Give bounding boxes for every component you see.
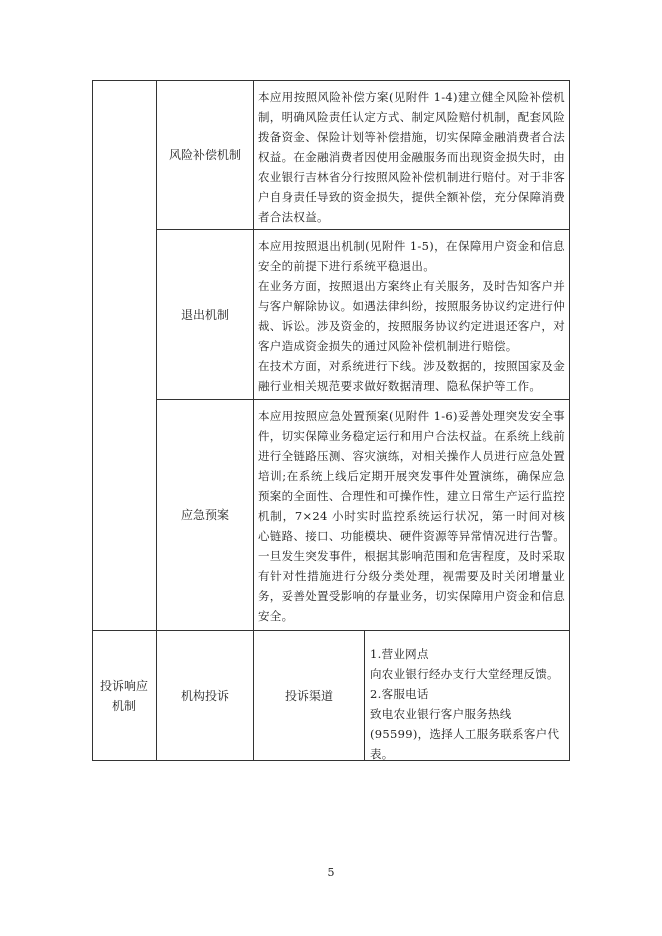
category-label-complaint-response: 投诉响应机制	[100, 678, 149, 713]
channel-line-3: 2.客服电话	[370, 687, 429, 701]
table-border-left	[92, 80, 93, 761]
table-border-right	[569, 80, 570, 761]
page-number: 5	[327, 866, 335, 879]
channel-line-4: 致电农业银行客户服务热线(95599)，选择人工服务联系客户代表。	[370, 707, 560, 761]
row-label-risk-compensation: 风险补偿机制	[168, 148, 241, 162]
channel-line-2: 向农业银行经办支行大堂经理反馈。	[370, 667, 559, 681]
row-label-emergency-plan: 应急预案	[180, 508, 229, 522]
exit-paragraph-1: 本应用按照退出机制(见附件 1-5)，在保障用户资金和信息安全的前提下进行系统平稳退出。	[258, 239, 565, 273]
row-label-exit-mechanism: 退出机制	[180, 307, 229, 322]
risk-compensation-paragraph: 本应用按照风险补偿方案(见附件 1-4)建立健全风险补偿机制，明确风险责任认定方式、制定风险赔付机制，配套风险拨备资金、保险计划等补偿措施，切实保障金融消费者合法权益。在金融消费者因使用金融服务而出现资金损失时，由农业银行吉林省分行按照风险补偿机制进行赔付。对于非客户自身责任导致的资金损失，提供全额补偿，充分保障消费者合法权益。	[258, 90, 565, 224]
emergency-paragraph: 本应用按照应急处置预案(见附件 1-6)妥善处理突发安全事件，切实保障业务稳定运行和用户合法权益。在系统上线前进行全链路压测、容灾演练，对相关操作人员进行应急处置培训;在系统上线后定期开展突发事件处置演练，确保应急预案的全面性、合理性和可操作性，建立日常生产运行监控机制，7×24 小时实时监控系统运行状况，第一时间对核心链路、接口、功能模块、硬件资源等异常情况进行告警。一旦发生突发事件，根据其影响范围和危害程度，及时采取有针对性措施进行分级分类处理，视需要及时关闭增量业务，妥善处置受影响的存量业务，切实保障用户资金和信息安全。	[258, 409, 565, 623]
column-divider-3	[364, 630, 365, 761]
channel-label: 投诉渠道	[284, 688, 333, 703]
sub-label-institution-complaint: 机构投诉	[180, 688, 229, 703]
row-body-emergency-plan	[258, 406, 565, 626]
row-body-exit-mechanism	[258, 236, 565, 396]
exit-paragraph-3: 在技术方面，对系统进行下线。涉及数据的，按照国家及金融行业相关规范要求做好数据清理、隐私保护等工作。	[258, 359, 565, 393]
complaint-channel-details	[370, 644, 565, 764]
exit-paragraph-2: 在业务方面，按照退出方案终止有关服务，及时告知客户并与客户解除协议。如遇法律纠纷，按照服务协议约定进行仲裁、诉讼。涉及资金的，按照服务协议约定进退还客户，对客户造成资金损失的通过风险补偿机制进行赔偿。	[258, 279, 565, 353]
row-body-risk-compensation	[258, 87, 565, 227]
channel-line-1: 1.营业网点	[370, 647, 429, 661]
